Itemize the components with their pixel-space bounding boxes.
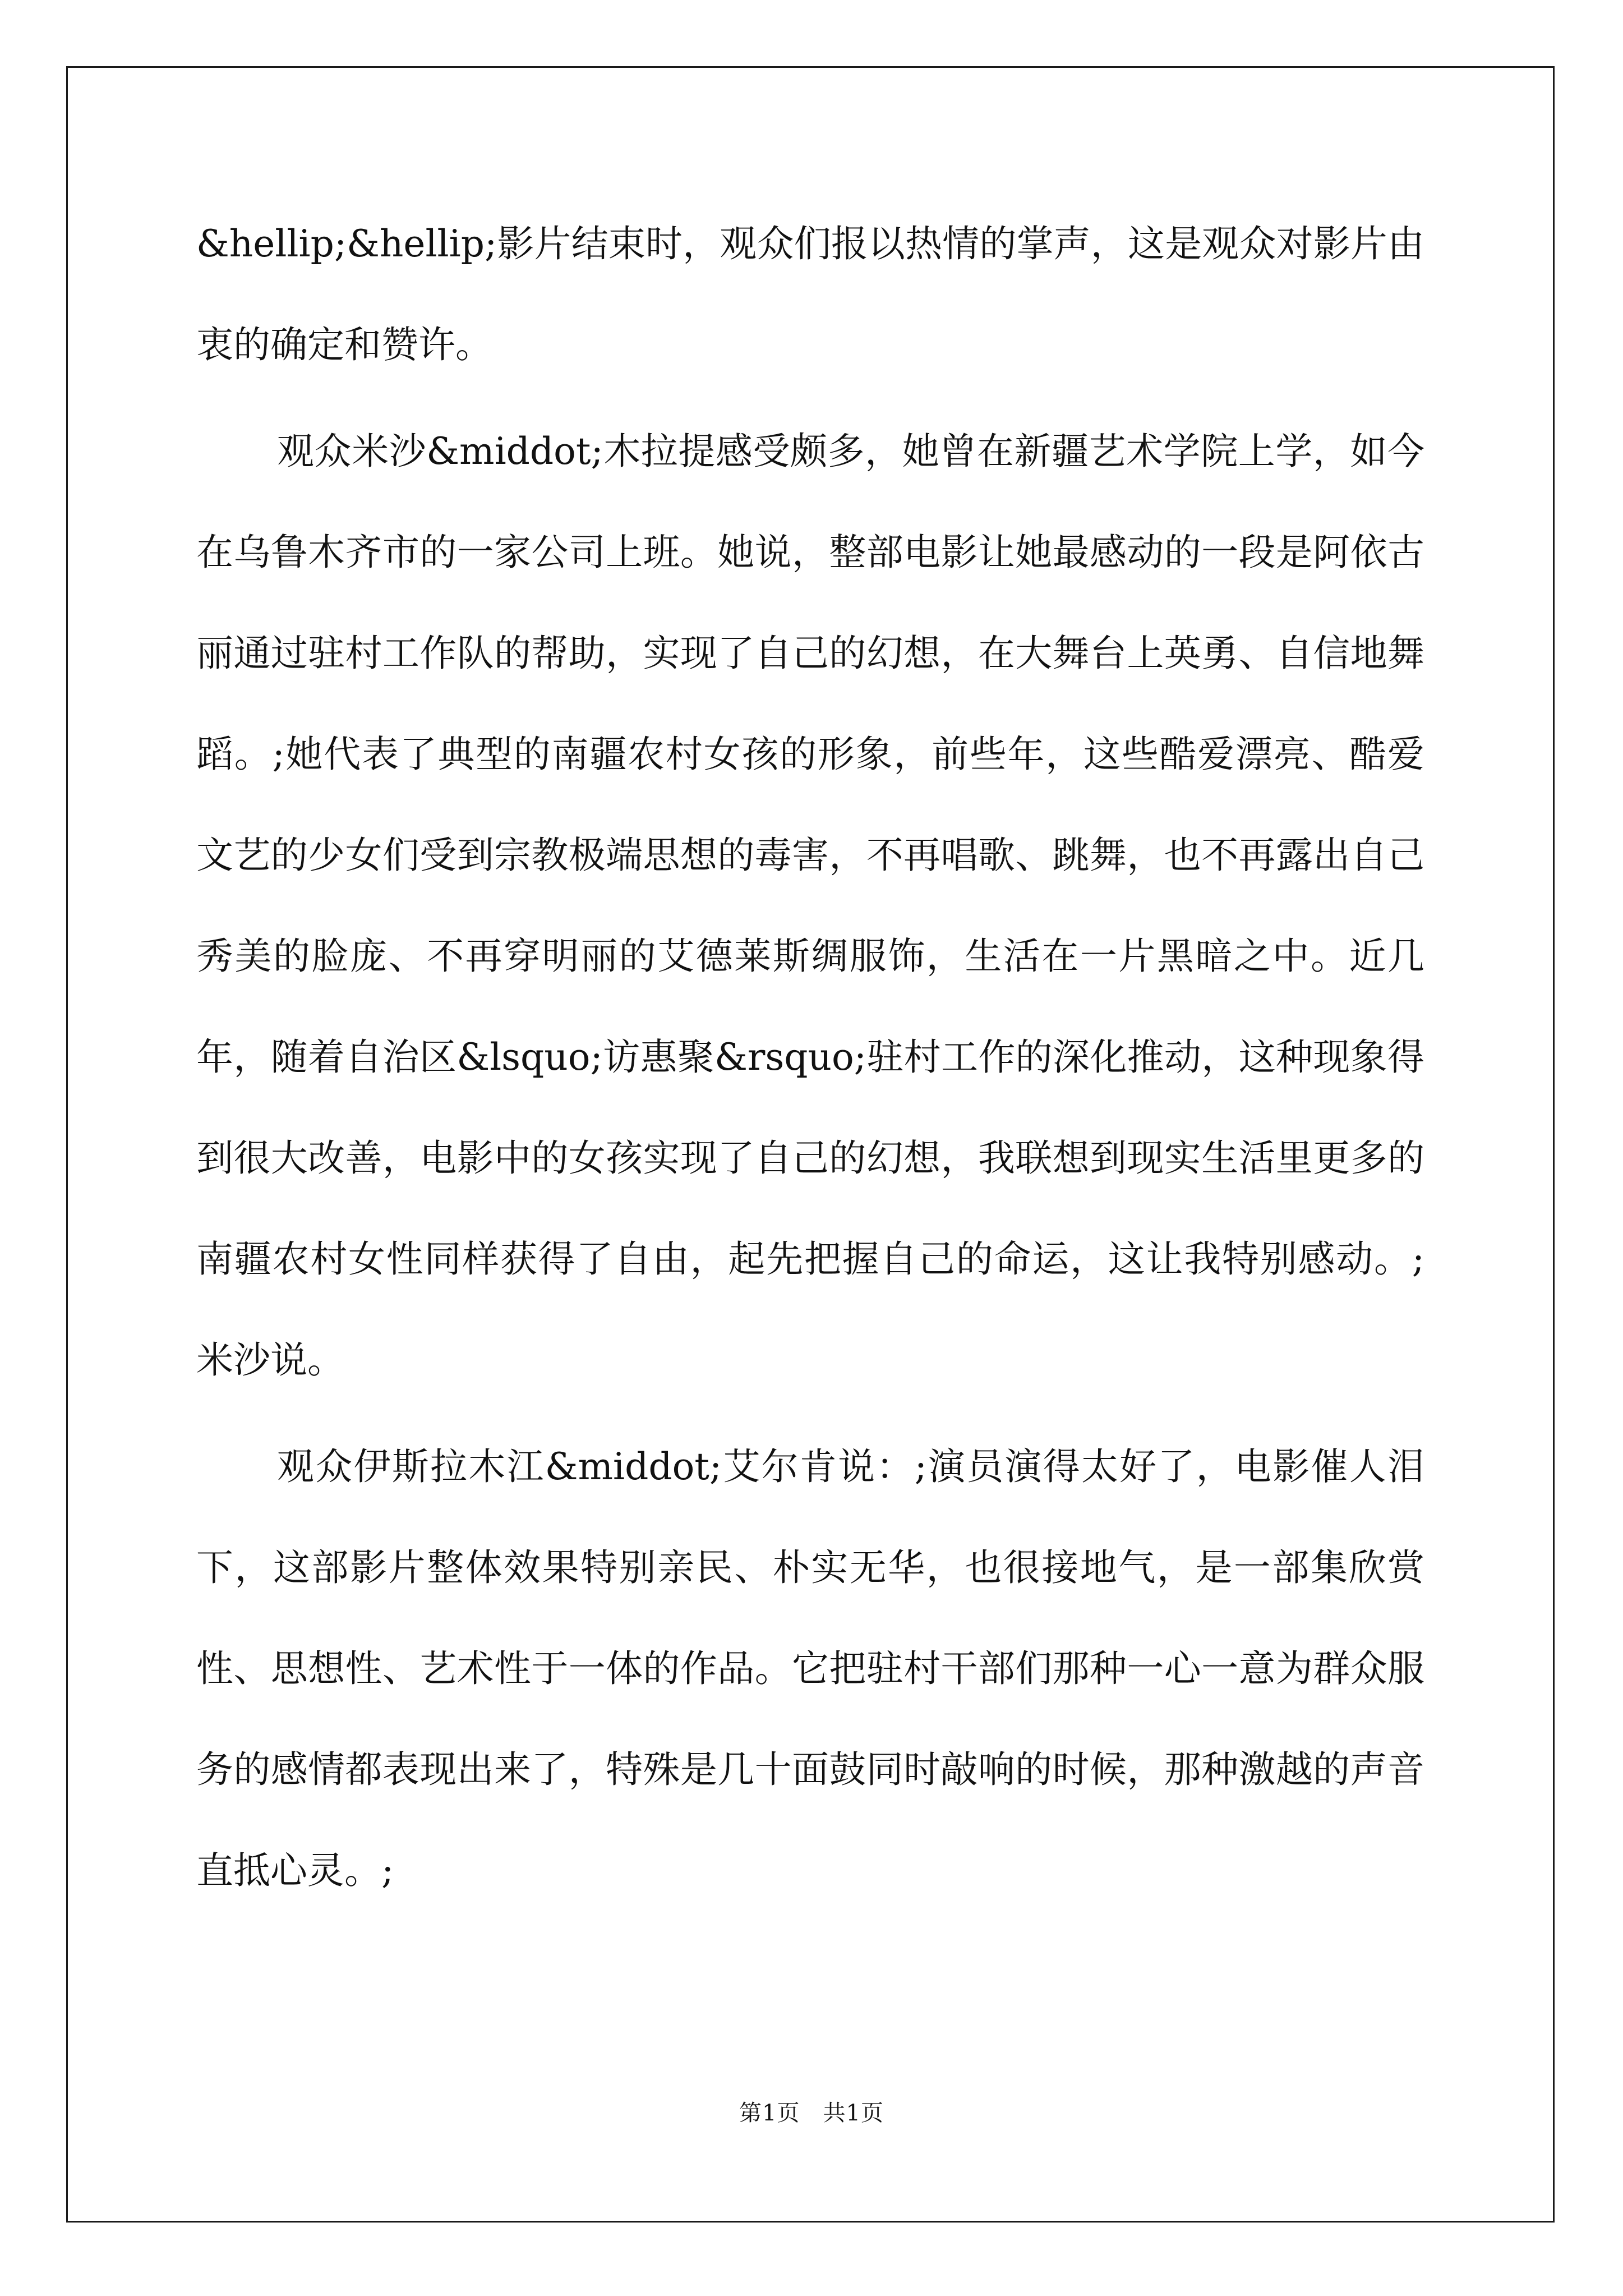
paragraph-2: 观众米沙&middot;木拉提感受颇多，她曾在新疆艺术学院上学，如今在乌鲁木齐市的一家公司上班。她说，整部电影让她最感动的一段是阿依古丽通过驻村工作队的帮助，实现了自己的幻想，在大舞台上英勇、自信地舞蹈。;她代表了典型的南疆农村女孩的形象，前些年，这些酷爱漂亮、酷爱文艺的少女们受到宗教极端思想的毒害，不再唱歌、跳舞，也不再露出自己秀美的脸庞、不再穿明丽的艾德莱斯绸服饰，生活在一片黑暗之中。近几年，随着自治区&lsquo;访惠聚&rsquo;驻村工作的深化推动，这种现象得到很大改善，电影中的女孩实现了自己的幻想，我联想到现实生活里更多的南疆农村女性同样获得了自由，起先把握自己的命运，这让我特别感动。;米沙说。 — [196, 430, 1424, 1382]
paragraph-1: &hellip;&hellip;影片结束时，观众们报以热情的掌声，这是观众对影片由衷的确定和赞许。 — [196, 222, 1424, 366]
paragraph-3: 观众伊斯拉木江&middot;艾尔肯说：;演员演得太好了，电影催人泪下，这部影片整体效果特别亲民、朴实无华，也很接地气，是一部集欣赏性、思想性、艺术性于一体的作品。它把驻村干部们那种一心一意为群众服务的感情都表现出来了，特殊是几十面鼓同时敲响的时候，那种激越的声音直抵心灵。; — [196, 1445, 1424, 1892]
page-footer: 第1页 共1页 — [739, 2100, 884, 2126]
document-body — [196, 194, 1424, 1927]
